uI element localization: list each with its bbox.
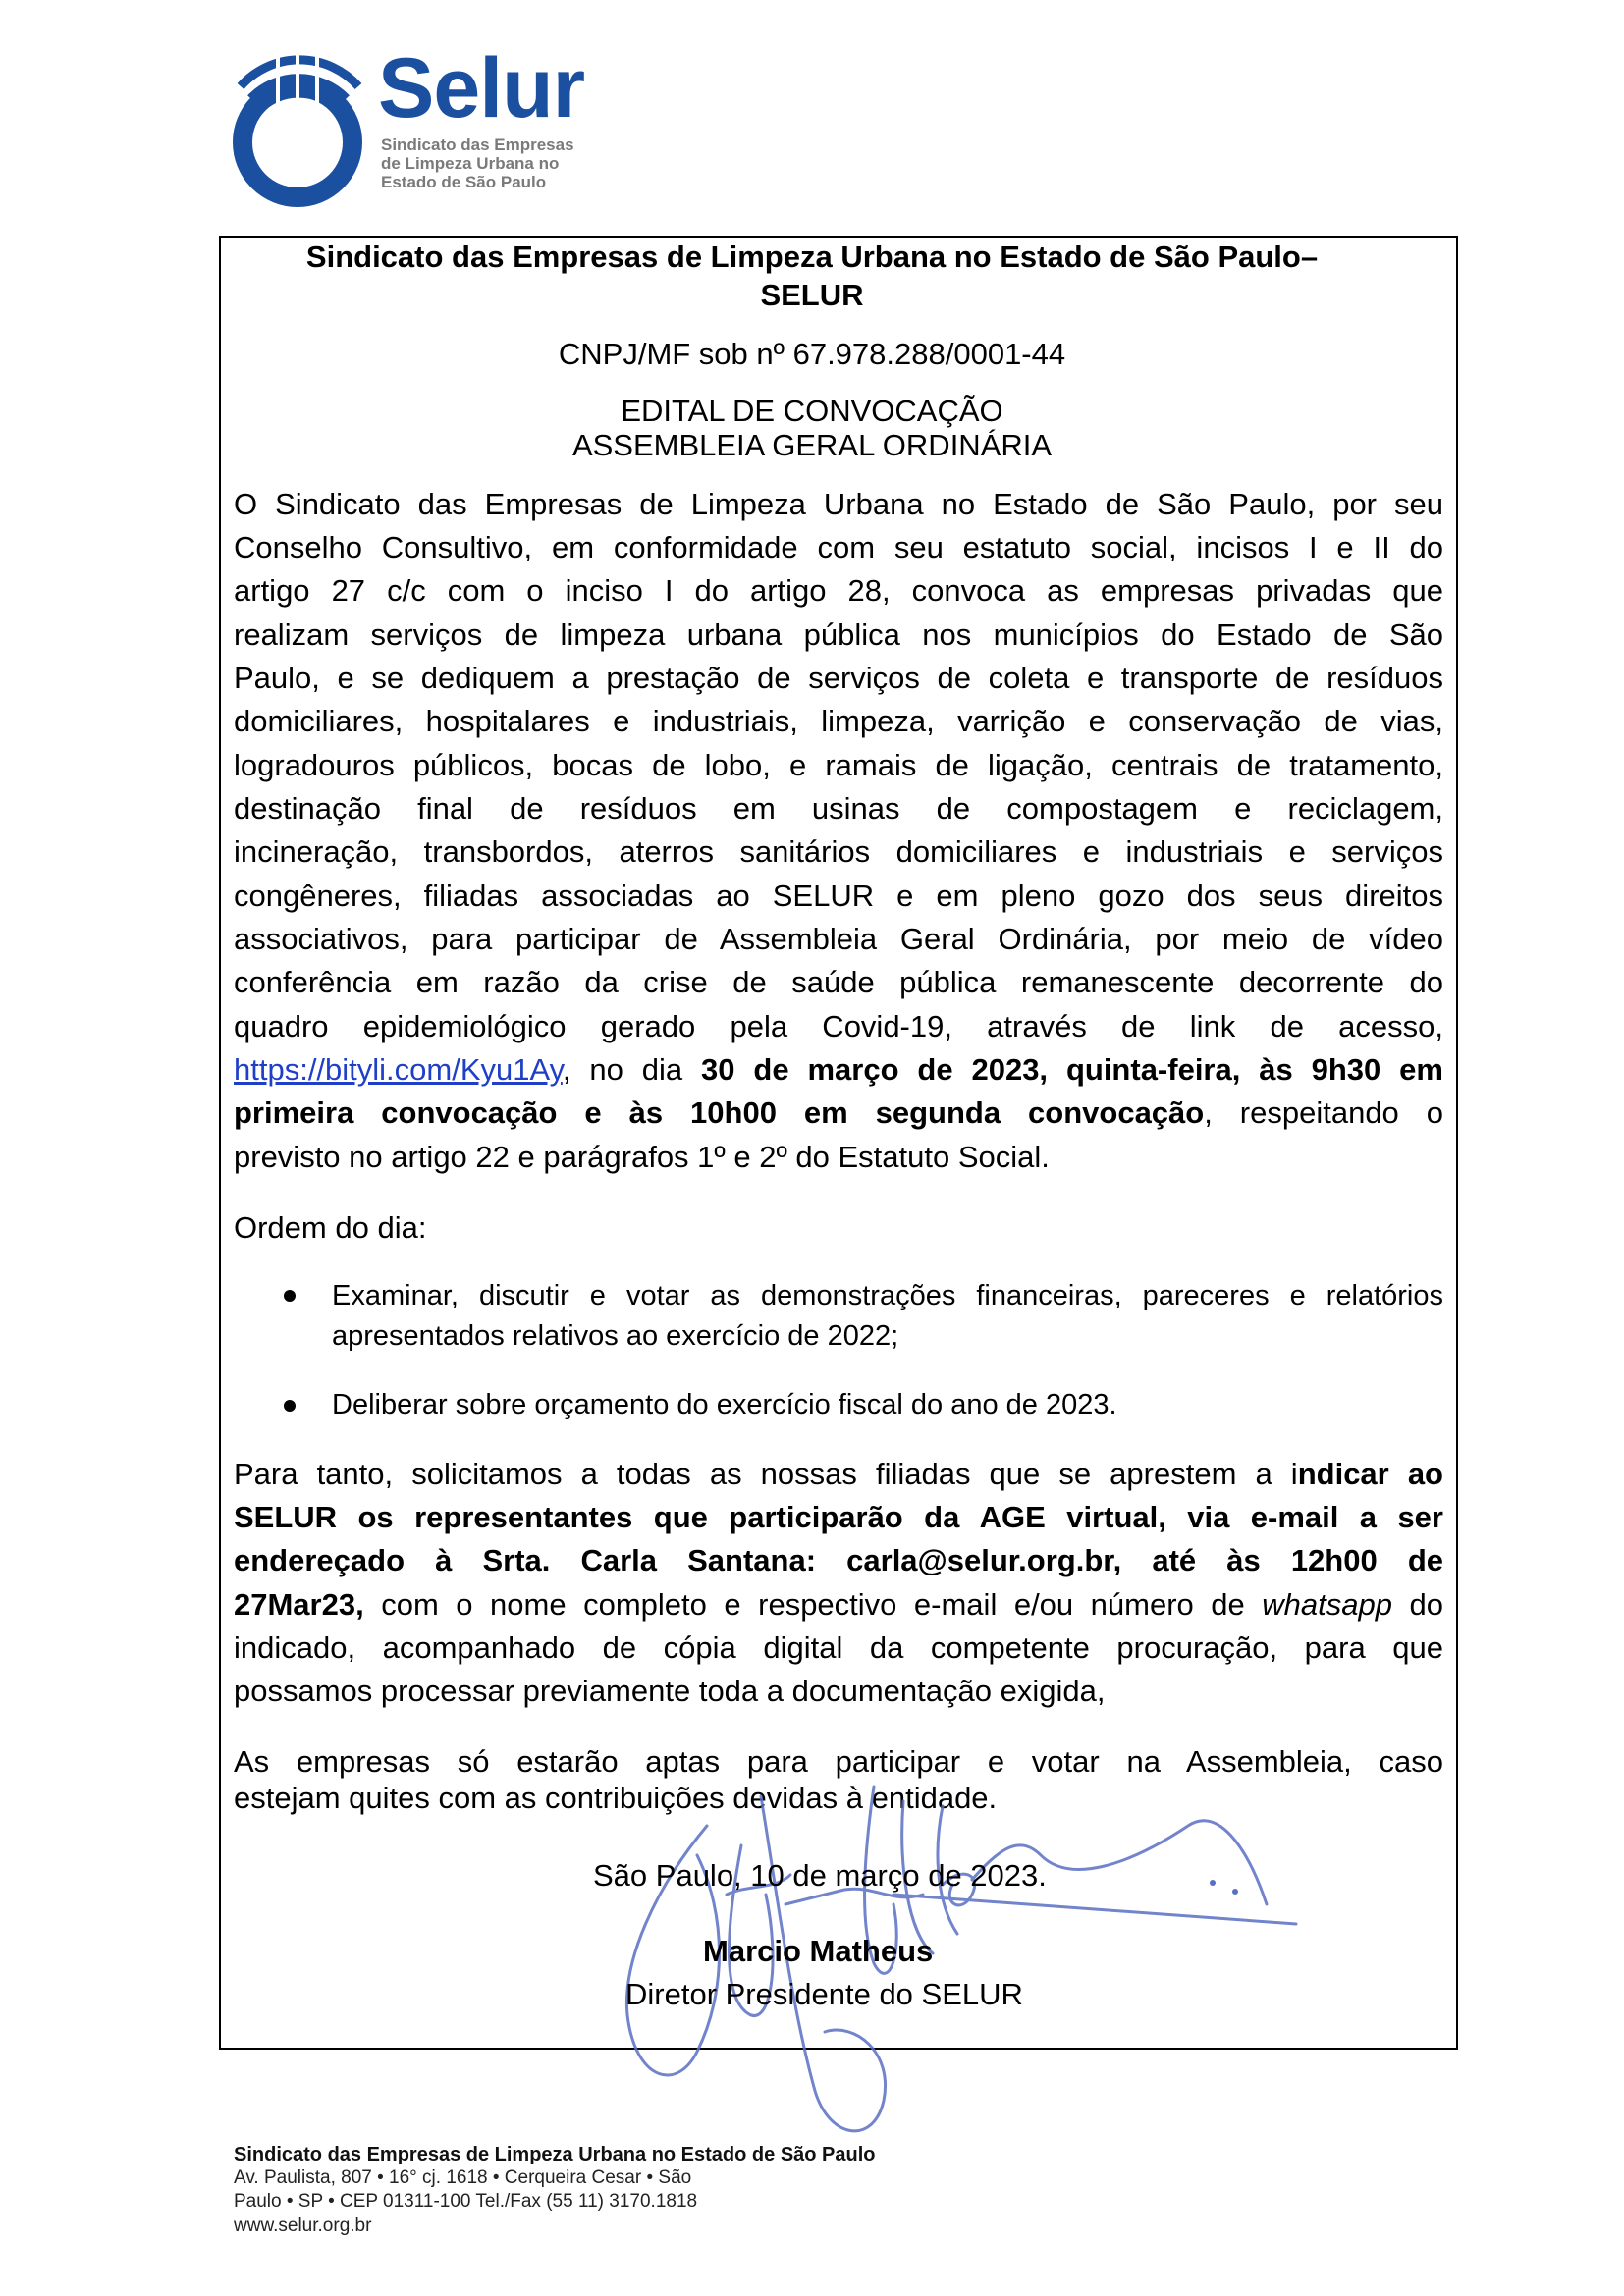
body-line (234, 1587, 1443, 1623)
signer-name: Marcio Matheus (703, 1934, 934, 1968)
convocation-times: primeira convocação e às 10h00 em segunda convocação (234, 1095, 1205, 1130)
logo-subtitle (381, 135, 574, 191)
handwritten-signature-icon (579, 1767, 1306, 2150)
body-line (234, 1457, 1443, 1492)
agenda-label: Ordem do dia: (234, 1210, 427, 1245)
body-line-link (234, 1052, 1443, 1088)
footer-org: Sindicato das Empresas de Limpeza Urbana no Estado de São Paulo (234, 2144, 876, 2165)
agenda-item-line: apresentados relativos ao exercício de 2022; (332, 1320, 899, 1352)
body-text: , respeitando o (1204, 1095, 1443, 1130)
selur-logo (221, 39, 614, 211)
notice-title-line2: ASSEMBLEIA GERAL ORDINÁRIA (571, 428, 1053, 462)
body-line: destinação final de resíduos em usinas de compostagem e reciclagem, (234, 791, 1443, 826)
body-line: artigo 27 c/c com o inciso I do artigo 28, convoca as empresas privadas que (234, 573, 1443, 608)
body-line: indicado, acompanhado de cópia digital da competente procuração, para que (234, 1630, 1443, 1665)
body-line: possamos processar previamente toda a documentação exigida, (234, 1674, 1106, 1708)
footer-address-line: Av. Paulista, 807 • 16° cj. 1618 • Cerqueira Cesar • São (234, 2167, 692, 2188)
body-line: incineração, transbordos, aterros sanitários domiciliares e industriais e serviços (234, 834, 1443, 869)
place-date: São Paulo, 10 de março de 2023. (593, 1858, 1047, 1893)
body-text: , no dia (562, 1052, 701, 1087)
body-line: realizam serviços de limpeza urbana pública nos municípios do Estado de São (234, 617, 1443, 652)
body-line: logradouros públicos, bocas de lobo, e ramais de ligação, centrais de tratamento, (234, 748, 1443, 782)
body-line: Paulo, e se dediquem a prestação de serviços de coleta e transporte de resíduos (234, 661, 1443, 695)
meeting-link[interactable]: https://bityli.com/Kyu1Ay (234, 1052, 563, 1087)
body-line: O Sindicato das Empresas de Limpeza Urbana no Estado de São Paulo, por seu (234, 487, 1443, 521)
footer-website[interactable]: www.selur.org.br (234, 2216, 372, 2236)
deadline-date: 27Mar23, (234, 1587, 364, 1622)
body-text: estem a i (1153, 1457, 1298, 1491)
body-text: Para tanto, solicitamos a todas as nossas filiadas que se apr (234, 1457, 1154, 1491)
body-text: com o nome completo e respectivo e-mail e/ou número de (363, 1587, 1263, 1622)
logo-subtitle-line: Estado de São Paulo (381, 173, 547, 191)
whatsapp-text: whatsapp (1262, 1587, 1392, 1622)
body-line: associativos, para participar de Assembleia Geral Ordinária, por meio de vídeo (234, 922, 1443, 956)
cnpj-line: CNPJ/MF sob nº 67.978.288/0001-44 (558, 337, 1066, 371)
logo-wordmark: Selur (378, 41, 585, 135)
body-line: conferência em razão da crise de saúde pública remanescente decorrente do (234, 965, 1443, 999)
doc-title-line2: SELUR (760, 278, 864, 312)
body-line: domiciliares, hospitalares e industriais, limpeza, varrição e conservação de vias, (234, 704, 1443, 738)
logo-subtitle-line: de Limpeza Urbana no (381, 154, 560, 173)
body-line: estejam quites com as contribuições devidas à entidade. (234, 1781, 998, 1815)
body-line: congêneres, filiadas associadas ao SELUR e em pleno gozo dos seus direitos (234, 879, 1443, 913)
body-bold-text: ndicar ao (1297, 1457, 1443, 1491)
bullet-icon (284, 1290, 296, 1302)
body-line: quadro epidemiológico gerado pela Covid-19, através de link de acesso, (234, 1009, 1443, 1043)
body-line: previsto no artigo 22 e parágrafos 1º e 2º do Estatuto Social. (234, 1140, 1050, 1174)
logo-emblem-icon (221, 39, 378, 211)
logo-subtitle-line: Sindicato das Empresas (381, 135, 574, 154)
doc-title-line1: Sindicato das Empresas de Limpeza Urbana no Estado de São Paulo– (305, 240, 1319, 274)
bullet-icon (284, 1400, 296, 1412)
agenda-item: Deliberar sobre orçamento do exercício fiscal do ano de 2023. (332, 1389, 1117, 1420)
notice-title-line1: EDITAL DE CONVOCAÇÃO (621, 394, 1003, 428)
agenda-item-line: Examinar, discutir e votar as demonstrações financeiras, pareceres e relatórios (332, 1280, 1443, 1311)
body-line: SELUR os representantes que participarão da AGE virtual, via e-mail a ser (234, 1500, 1443, 1534)
signer-role: Diretor Presidente do SELUR (625, 1977, 1023, 2011)
body-line: As empresas só estarão aptas para participar e votar na Assembleia, caso (234, 1744, 1443, 1779)
body-line: endereçado à Srta. Carla Santana: carla@selur.org.br, até às 12h00 de (234, 1543, 1443, 1577)
body-text: do (1392, 1587, 1443, 1622)
meeting-date: 30 de março de 2023, quinta-feira, às 9h30 em (701, 1052, 1443, 1087)
footer-address-line: Paulo • SP • CEP 01311-100 Tel./Fax (55 11) 3170.1818 (234, 2191, 698, 2212)
body-line (234, 1095, 1443, 1131)
body-line: Conselho Consultivo, em conformidade com seu estatuto social, incisos I e II do (234, 530, 1443, 564)
